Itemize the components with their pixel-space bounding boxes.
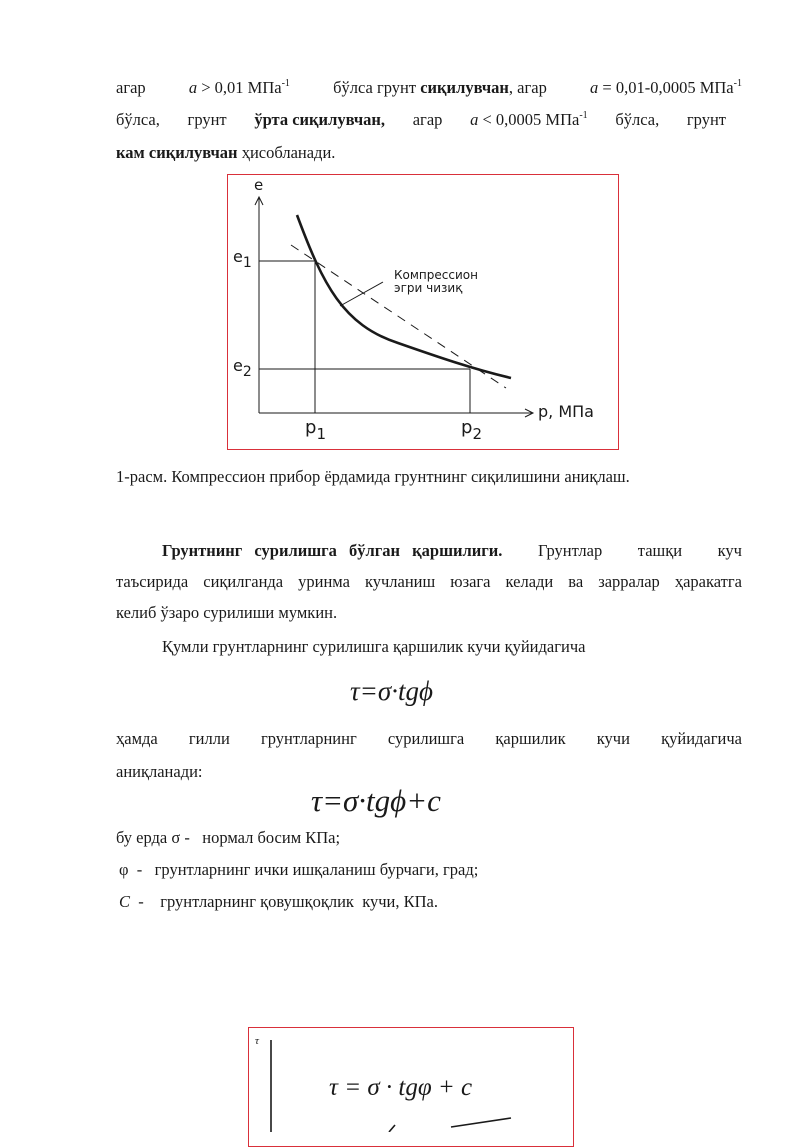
compression-curve-svg (228, 175, 617, 448)
text: ташқи (637, 541, 683, 560)
equation-sandy: τ=σ·tgϕ (350, 676, 433, 706)
text: сурилишга (387, 729, 465, 748)
text: e (233, 356, 243, 375)
para3-line2 (116, 729, 742, 749)
text: кучи (596, 729, 630, 748)
equation-clay: τ=σ·tgϕ+c (311, 783, 441, 818)
e2-label (233, 356, 252, 380)
superscript: -1 (281, 78, 290, 89)
superscript: -1 (579, 110, 588, 121)
annotation-line1: Компрессион (394, 268, 478, 282)
text: бўлса грунт (333, 78, 417, 97)
text: < 0,0005 МПа (482, 110, 580, 129)
text: Грунтлар (537, 541, 603, 560)
compression-curve (297, 215, 511, 378)
bold-term: ўрта сиқилувчан, (254, 110, 386, 129)
text: , агар (508, 78, 547, 97)
section-title: Грунтнинг сурилишга бўлган қаршилиги. (162, 541, 503, 560)
text-group (470, 110, 588, 130)
text: бўлса, (116, 110, 160, 129)
symbol-a: a (590, 78, 599, 97)
text: ва (568, 572, 584, 591)
symbol-a: a (470, 110, 479, 129)
para3-line1: Қумли грунтларнинг сурилишга қаршилик кучи қуйидагича (162, 637, 586, 656)
text: грунтларнинг (260, 729, 357, 748)
text-group (333, 78, 547, 98)
text: гилли (188, 729, 230, 748)
text: бўлса, (615, 110, 660, 129)
legend-row-sigma (116, 828, 742, 848)
para1-line3 (116, 143, 742, 163)
bold-term: сиқилувчан (420, 78, 509, 97)
subscript: 2 (472, 425, 482, 443)
text: p (305, 417, 317, 438)
symbol-phi: φ (119, 860, 129, 879)
shear-resistance-svg (249, 1028, 572, 1132)
text: кучланиш (364, 572, 436, 591)
text-group (590, 78, 742, 98)
bold-term: кам сиқилувчан (116, 143, 238, 162)
text: > 0,01 МПа (201, 78, 282, 97)
text: e (233, 247, 243, 266)
shear-line (451, 1118, 511, 1127)
text: қуйидагича (661, 729, 742, 748)
figure-shear-resistance (248, 1027, 574, 1147)
para2-line3: келиб ўзаро сурилиши мумкин. (116, 603, 338, 622)
text: уринма (298, 572, 350, 591)
text: грунт (686, 110, 726, 129)
subscript: 1 (316, 425, 326, 443)
para2-line2 (116, 572, 742, 592)
text: қаршилик (495, 729, 566, 748)
subscript: 1 (242, 255, 252, 271)
text: келади (505, 572, 554, 591)
e1-label (233, 247, 252, 271)
text: юзага (450, 572, 491, 591)
annotation-line2: эгри чизиқ (394, 281, 463, 295)
text: ҳисобланади. (237, 143, 336, 162)
text: - нормал босим КПа; (184, 828, 341, 847)
p2-label (461, 417, 482, 443)
symbol-c: C (119, 892, 131, 911)
text: агар (116, 78, 146, 97)
figure2-equation: τ = σ · tgφ + c (329, 1074, 473, 1101)
y-axis-label: e (254, 176, 264, 194)
p1-label (305, 417, 326, 443)
para1-line1 (116, 78, 742, 98)
para1-line2 (116, 110, 742, 130)
legend-row-c (119, 892, 745, 912)
text: таъсирида (116, 572, 189, 591)
figure-compression-curve (227, 174, 619, 450)
text: - грунтларнинг ички ишқаланиш бурчаги, град; (136, 860, 479, 879)
text-group (189, 78, 290, 98)
legend-row-phi (119, 860, 745, 880)
text: бу ерда (116, 828, 172, 847)
figure1-caption: 1-расм. Компрессион прибор ёрдамида грунтнинг сиқилишини аниқлаш. (116, 467, 630, 486)
text: сиқилганда (203, 572, 284, 591)
superscript: -1 (733, 78, 742, 89)
text: = 0,01-0,0005 МПа (602, 78, 734, 97)
text: ҳаракатга (674, 572, 742, 591)
text: p (461, 417, 473, 438)
text: агар (412, 110, 443, 129)
text: - грунтларнинг қовушқоқлик кучи, КПа. (138, 892, 438, 911)
text: зарралар (598, 572, 660, 591)
para2-line1 (162, 541, 742, 561)
text: куч (717, 541, 742, 560)
tau-axis-label: τ (255, 1035, 259, 1047)
text: грунт (187, 110, 227, 129)
para3-line3: аниқланади: (116, 762, 203, 781)
text: ҳамда (116, 729, 158, 748)
symbol-sigma: σ (171, 828, 181, 847)
subscript: 2 (242, 364, 252, 380)
x-axis-label: p, МПа (538, 402, 594, 421)
symbol-a: a (188, 78, 198, 97)
